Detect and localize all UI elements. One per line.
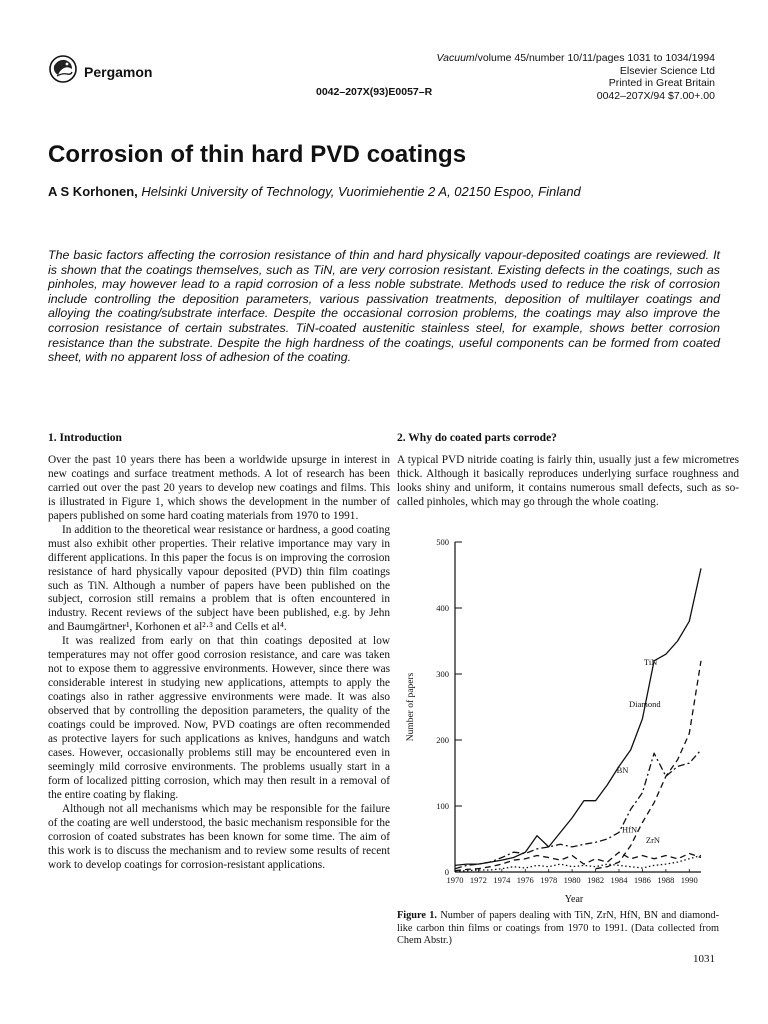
figure-1-chart: [397, 530, 727, 910]
journal-info: [437, 52, 715, 102]
intro-paragraph-1: Over the past 10 years there has been a worldwide upsurge in interest in new coatings and surface treatment methods. A lot of research has been carried out over the past 20 years to develop new coatings and films. This is illustrated in Figure 1, which shows the development in the number of papers published on some hard coating materials from 1970 to 1991.: [48, 453, 390, 522]
x-tick-label-1980: 1980: [563, 875, 581, 885]
figure-1-caption: [397, 910, 719, 948]
series-label-diamond: Diamond: [628, 699, 661, 709]
journal-name: Vacuum: [436, 52, 475, 64]
intro-paragraph-3: It was realized from early on that thin coatings deposited at low temperatures may not offer good corrosion resistance, and care was taken not to expose them to aggressive environments. However, since there was considerable interest in studying new applications, attempts to apply the coatings also in rather aggressive environments were made. It was also observed that by controlling the deposition parameters, the quality of the coatings could be improved. Now, PVD coatings are often recommended as protective layers for such applications as knives, handguns and watch cases. However, occasionally problems still may be encountered even in seemingly mild corrosive environments. The problems usually start in a form of localized pitting corrosion, which may then result in a removal of the entire coating by flaking.: [48, 635, 390, 801]
x-tick-label-1972: 1972: [469, 875, 487, 885]
paper-title: Corrosion of thin hard PVD coatings: [48, 141, 467, 168]
publisher-line: Elsevier Science Ltd: [619, 64, 715, 77]
figure-caption-text: Number of papers dealing with TiN, ZrN, HfN, BN and diamond-like carbon thin films or coatings from 1970 to 1991. (Data collected from Chem Abstr.): [397, 910, 720, 947]
y-tick-label-300: 300: [436, 669, 449, 679]
y-tick-label-400: 400: [436, 603, 449, 613]
x-tick-label-1978: 1978: [540, 875, 558, 885]
pergamon-logo-icon: [48, 54, 78, 84]
left-column: [48, 432, 390, 873]
x-tick-label-1990: 1990: [680, 875, 698, 885]
y-tick-label-0: 0: [444, 867, 449, 877]
x-tick-label-1970: 1970: [446, 875, 464, 885]
journal-volume: /volume 45/number 10/11/pages 1031 to 1034/1994: [474, 52, 715, 64]
series-label-bn: BN: [616, 765, 629, 775]
author-affiliation: Helsinki University of Technology, Vuorimiehentie 2 A, 02150 Espoo, Finland: [141, 184, 581, 199]
abstract: The basic factors affecting the corrosion resistance of thin and hard physically vapour-deposited coatings are reviewed. It is shown that the coatings themselves, such as TiN, are very corrosion resistant. Existing defects in the coatings, such as pinholes, may however lead to a rapid corrosion of a less noble substrate. Methods used to reduce the risk of corrosion include controlling the deposition parameters, various passivation treatments, deposition of multilayer coatings and alloying the coating/substrate interface. Despite the occasional corrosion problems, the coatings may also improve the corrosion resistance of certain substrates. TiN-coated austenitic stainless steel, for example, shows better corrosion resistance than the substrate. Despite the high hardness of the coatings, useful components can be formed from coated sheet, with no apparent loss of adhesion of the coating.: [48, 248, 720, 365]
figure-label: Figure 1.: [397, 910, 438, 921]
x-tick-label-1974: 1974: [493, 875, 511, 885]
section2-paragraph-1: A typical PVD nitride coating is fairly thin, usually just a few micrometres thick. Although it basically reproduces underlying surface roughness and looks shiny and uniform, it contains numerous small defects, such as so-called pinholes, which may go through the whole coating.: [397, 453, 739, 508]
x-tick-label-1988: 1988: [657, 875, 675, 885]
y-axis-label: Number of papers: [406, 672, 416, 742]
x-axis-label: Year: [564, 894, 584, 905]
series-line-tin: [455, 568, 701, 865]
intro-paragraph-2: In addition to the theoretical wear resistance or hardness, a good coating must also exhibit other properties. Their relative importance may vary in different applications. In this paper the focus is on improving the corrosion resistance of hard physically vapour deposited (PVD) thin film coatings such as TiN. Although a number of papers have been published on the subject, corrosion still remains a problem that is often encountered in industry. Recent reviews of the subject have been published, e.g. by Jehn and Baumgärtner¹, Korhonen et al²·³ and Cells et al⁴.: [48, 523, 390, 634]
series-label-hfn: HfN: [621, 824, 638, 835]
y-tick-label-200: 200: [436, 735, 449, 745]
series-label-zrn: ZrN: [645, 834, 661, 845]
y-tick-label-100: 100: [436, 801, 449, 811]
x-tick-label-1982: 1982: [587, 875, 605, 885]
journal-citation: [437, 52, 715, 65]
series-label-tin: TiN: [643, 656, 658, 667]
author-line: [48, 184, 581, 199]
issn-price-line: 0042–207X/94 $7.00+.00: [596, 89, 715, 102]
x-tick-label-1984: 1984: [610, 875, 628, 885]
section-heading-introduction: 1. Introduction: [48, 432, 122, 444]
document-code: 0042–207X(93)E0057–R: [316, 86, 433, 98]
right-column: [397, 432, 739, 510]
author-name: A S Korhonen,: [48, 184, 138, 199]
x-tick-label-1986: 1986: [633, 875, 651, 885]
printed-line: Printed in Great Britain: [608, 77, 715, 89]
publisher-name: Pergamon: [84, 64, 153, 80]
series-line-zrn: [455, 856, 701, 872]
y-tick-label-500: 500: [436, 537, 449, 547]
x-tick-label-1976: 1976: [516, 875, 534, 885]
intro-paragraph-4: Although not all mechanisms which may be responsible for the failure of the coating are well understood, the basic mechanism responsible for the corrosion of coated substrates has been known for some time. The aim of this work is to discuss the mechanism and to review some results of recent work to develop coatings for corrosion-resistant applications.: [48, 802, 390, 871]
page-number: 1031: [693, 953, 715, 965]
section-heading-why-corrode: 2. Why do coated parts corrode?: [397, 432, 557, 444]
